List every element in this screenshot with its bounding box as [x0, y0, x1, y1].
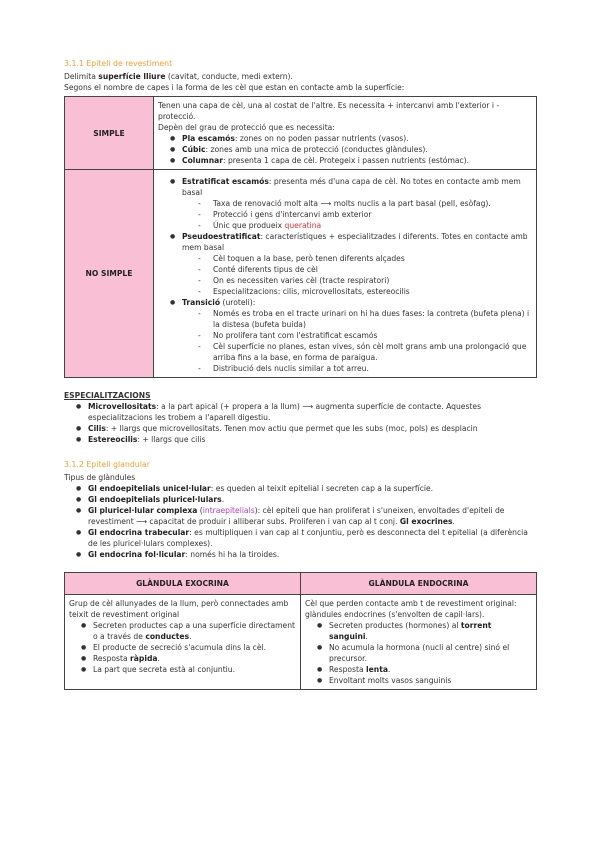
text: ( [197, 506, 203, 515]
sub-item: - On es necessiten varies cèl (tracte respiratori) [158, 275, 532, 286]
exocrine-cell [65, 595, 301, 690]
list-item: ● No acumula la hormona (nucli al centre) sinó el precursor. [305, 642, 532, 664]
bold-term: superfície lliure [98, 72, 166, 81]
gland-comparison-table [64, 572, 537, 690]
text: Únic que produeix [213, 221, 285, 230]
list-item [158, 155, 532, 166]
sub-item: - Cèl toquen a la base, però tenen diferents alçades [158, 253, 532, 264]
bold-term: Columnar [182, 156, 223, 165]
list-item [158, 144, 532, 155]
list-item [305, 664, 532, 675]
section-title-revestiment: 3.1.1 Epiteli de revestiment [64, 59, 173, 68]
nosimple-list [158, 176, 532, 374]
sub-item: - Cèl superfície no planes, estan vives, són cèl molt grans amb una prolongació que arriba fins a la base, en forma de paraigua. [158, 341, 532, 363]
text: Secreten productes cap a una superfície directament o a través de [93, 621, 296, 641]
text: Resposta [93, 654, 131, 663]
bold-term: Estereocilis [88, 435, 138, 444]
list-item [305, 620, 532, 642]
endocrine-cell [301, 595, 537, 690]
epithelium-types-table [64, 96, 537, 378]
bold-term: conductes [145, 632, 190, 641]
text: . [189, 632, 192, 641]
text: . [157, 654, 160, 663]
bold-term: Cúbic [182, 145, 206, 154]
revestiment-criteria: Segons el nombre de capes i la forma de les cèl que estan en contacte amb la superfície: [64, 83, 405, 92]
simple-intro-1: Tenen una capa de cèl, una al costat de l'altre. Es necessita + intercanvi amb l'exterior i - protecció. [158, 101, 500, 121]
specializations-list [64, 401, 537, 445]
bold-term: Microvellositats [88, 402, 157, 411]
simple-list [158, 133, 532, 166]
highlight-term: intraepitelials [202, 506, 255, 515]
sub-item: - No prolifera tant com l'estratificat escamós [158, 330, 532, 341]
nosimple-content [154, 170, 537, 378]
bold-term: Gl exocrines [399, 517, 453, 526]
bold-term: Estratificat escamós [182, 177, 269, 186]
bold-term: Gl endocrina fol·licular [88, 550, 186, 559]
list-item [158, 231, 532, 253]
bold-term: Gl pluricel·lular complexa [88, 506, 198, 515]
text: : presenta 1 capa de cèl. Protegeix i passen nutrients (estómac). [223, 156, 470, 165]
bold-term: Pseudoestratificat [182, 232, 261, 241]
nosimple-row [65, 170, 537, 378]
sub-item [158, 220, 532, 231]
sub-item: - Protecció i gens d'intercanvi amb exterior [158, 209, 532, 220]
exocrine-header: GLÀNDULA EXOCRINA [65, 573, 301, 595]
glandular-intro: Tipus de glàndules [64, 473, 136, 482]
text: : es queden al teixit epitelial i secreten cap a la superfície. [210, 484, 434, 493]
section-title-glandular: 3.1.2 Epiteli glandular [64, 460, 150, 469]
list-item [158, 297, 532, 308]
sub-item: - Conté diferents tipus de cèl [158, 264, 532, 275]
endocrine-header: GLÀNDULA ENDOCRINA [301, 573, 537, 595]
list-item: ● El producte de secreció s'acumula dins la cèl. [69, 642, 296, 653]
text: Delimita [64, 72, 99, 81]
text: : es multipliquen i van cap al t conjuntiu, però es desconnecta del t epitelial (a diferència de les pluricel·lulars complexes). [88, 528, 528, 548]
text: . [387, 665, 391, 674]
simple-row [65, 97, 537, 170]
list-item [158, 133, 532, 144]
bold-term: ràpida [130, 654, 158, 663]
endocrine-intro: Cèl que perden contacte amb t de revestiment original: glàndules endocrines (s'envolten de capil·lars). [305, 599, 517, 619]
list-item [69, 620, 296, 642]
bold-term: Gl endoepitelials pluricel·lulars [88, 495, 222, 504]
list-item [64, 494, 537, 505]
bold-term: Gl endoepitelials unicel·lular [88, 484, 211, 493]
nosimple-label: NO SIMPLE [65, 170, 154, 378]
list-item: ● La part que secreta està al conjuntiu. [69, 664, 296, 675]
list-item: ● Envoltant molts vasos sanguinis [305, 675, 532, 686]
document-page [64, 58, 537, 690]
text: (cavitat, conducte, medi extern). [165, 72, 293, 81]
endocrine-list [305, 620, 532, 686]
list-item [64, 483, 537, 494]
list-item [64, 401, 537, 423]
text: : zones on no poden passar nutrients (vasos). [234, 134, 409, 143]
text: . [221, 495, 225, 504]
text: : característiques + especialitzades i diferents. Totes en contacte amb mem basal [182, 232, 528, 252]
sub-item: - Taxa de renovació molt alta ⟶ molts nuclis a la part basal (pell, esòfag). [158, 198, 532, 209]
text: . [365, 632, 368, 641]
text: Resposta [329, 665, 367, 674]
sub-item: - Només es troba en el tracte urinari on hi ha dues fases: la contreta (bufeta plena) i la distesa (bufeta buida) [158, 308, 532, 330]
exocrine-intro: Grup de cèl allunyades de la llum, però connectades amb teixit de revestiment original [69, 599, 289, 619]
text: : zones amb una mica de protecció (conductes glàndules). [205, 145, 428, 154]
text: ): cèl epiteli que han proliferat i s'uneixen, envoltades d'epiteli de revestiment ⟶ capacitat de produir i alliberar subs. Proliferen i van cap al t conj. [88, 506, 505, 526]
revestiment-definition [64, 71, 537, 82]
list-item [64, 434, 537, 445]
header-row [65, 573, 537, 595]
text: (uroteli): [220, 298, 256, 307]
text: : + llargs que cilis [137, 435, 206, 444]
text: Secreten productes (hormones) al [329, 621, 461, 630]
list-item [64, 549, 537, 560]
highlight-term: queratina [284, 221, 322, 230]
text: : només hi ha la tiroides. [185, 550, 280, 559]
text: : a la part apical (+ propera a la llum) ⟶ augmenta superfície de contacte. Aquestes especialitzacions les trobem a l'aparell digestiu. [88, 402, 482, 422]
gland-types-list [64, 483, 537, 560]
simple-label: SIMPLE [65, 97, 154, 170]
bold-term: Gl endocrina trabecular [88, 528, 190, 537]
simple-content [154, 97, 537, 170]
list-item [64, 423, 537, 434]
sub-item: - Especialitzacions: cilis, microvellositats, estereocilis [158, 286, 532, 297]
sub-item: - Distribució dels nuclis similar a tot arreu. [158, 363, 532, 374]
bold-term: Transició [182, 298, 221, 307]
bold-term: Pla escamós [182, 134, 235, 143]
text: : + llargs que microvellositats. Tenen mov actiu que permet que les subs (moc, pols) es desplacin [105, 424, 478, 433]
bold-term: Cilis [88, 424, 106, 433]
list-item [64, 505, 537, 527]
list-item [69, 653, 296, 664]
text: . [452, 517, 455, 526]
bold-term: torrent sanguini [329, 621, 492, 641]
content-row [65, 595, 537, 690]
simple-intro-2: Depèn del grau de protecció que es necessita: [158, 123, 335, 132]
list-item [64, 527, 537, 549]
text: : presenta més d'una capa de cèl. No totes en contacte amb mem basal [182, 177, 521, 197]
bold-term: lenta [366, 665, 388, 674]
exocrine-list [69, 620, 296, 675]
specializations-heading: ESPECIALITZACIONS [64, 391, 151, 400]
list-item [158, 176, 532, 198]
